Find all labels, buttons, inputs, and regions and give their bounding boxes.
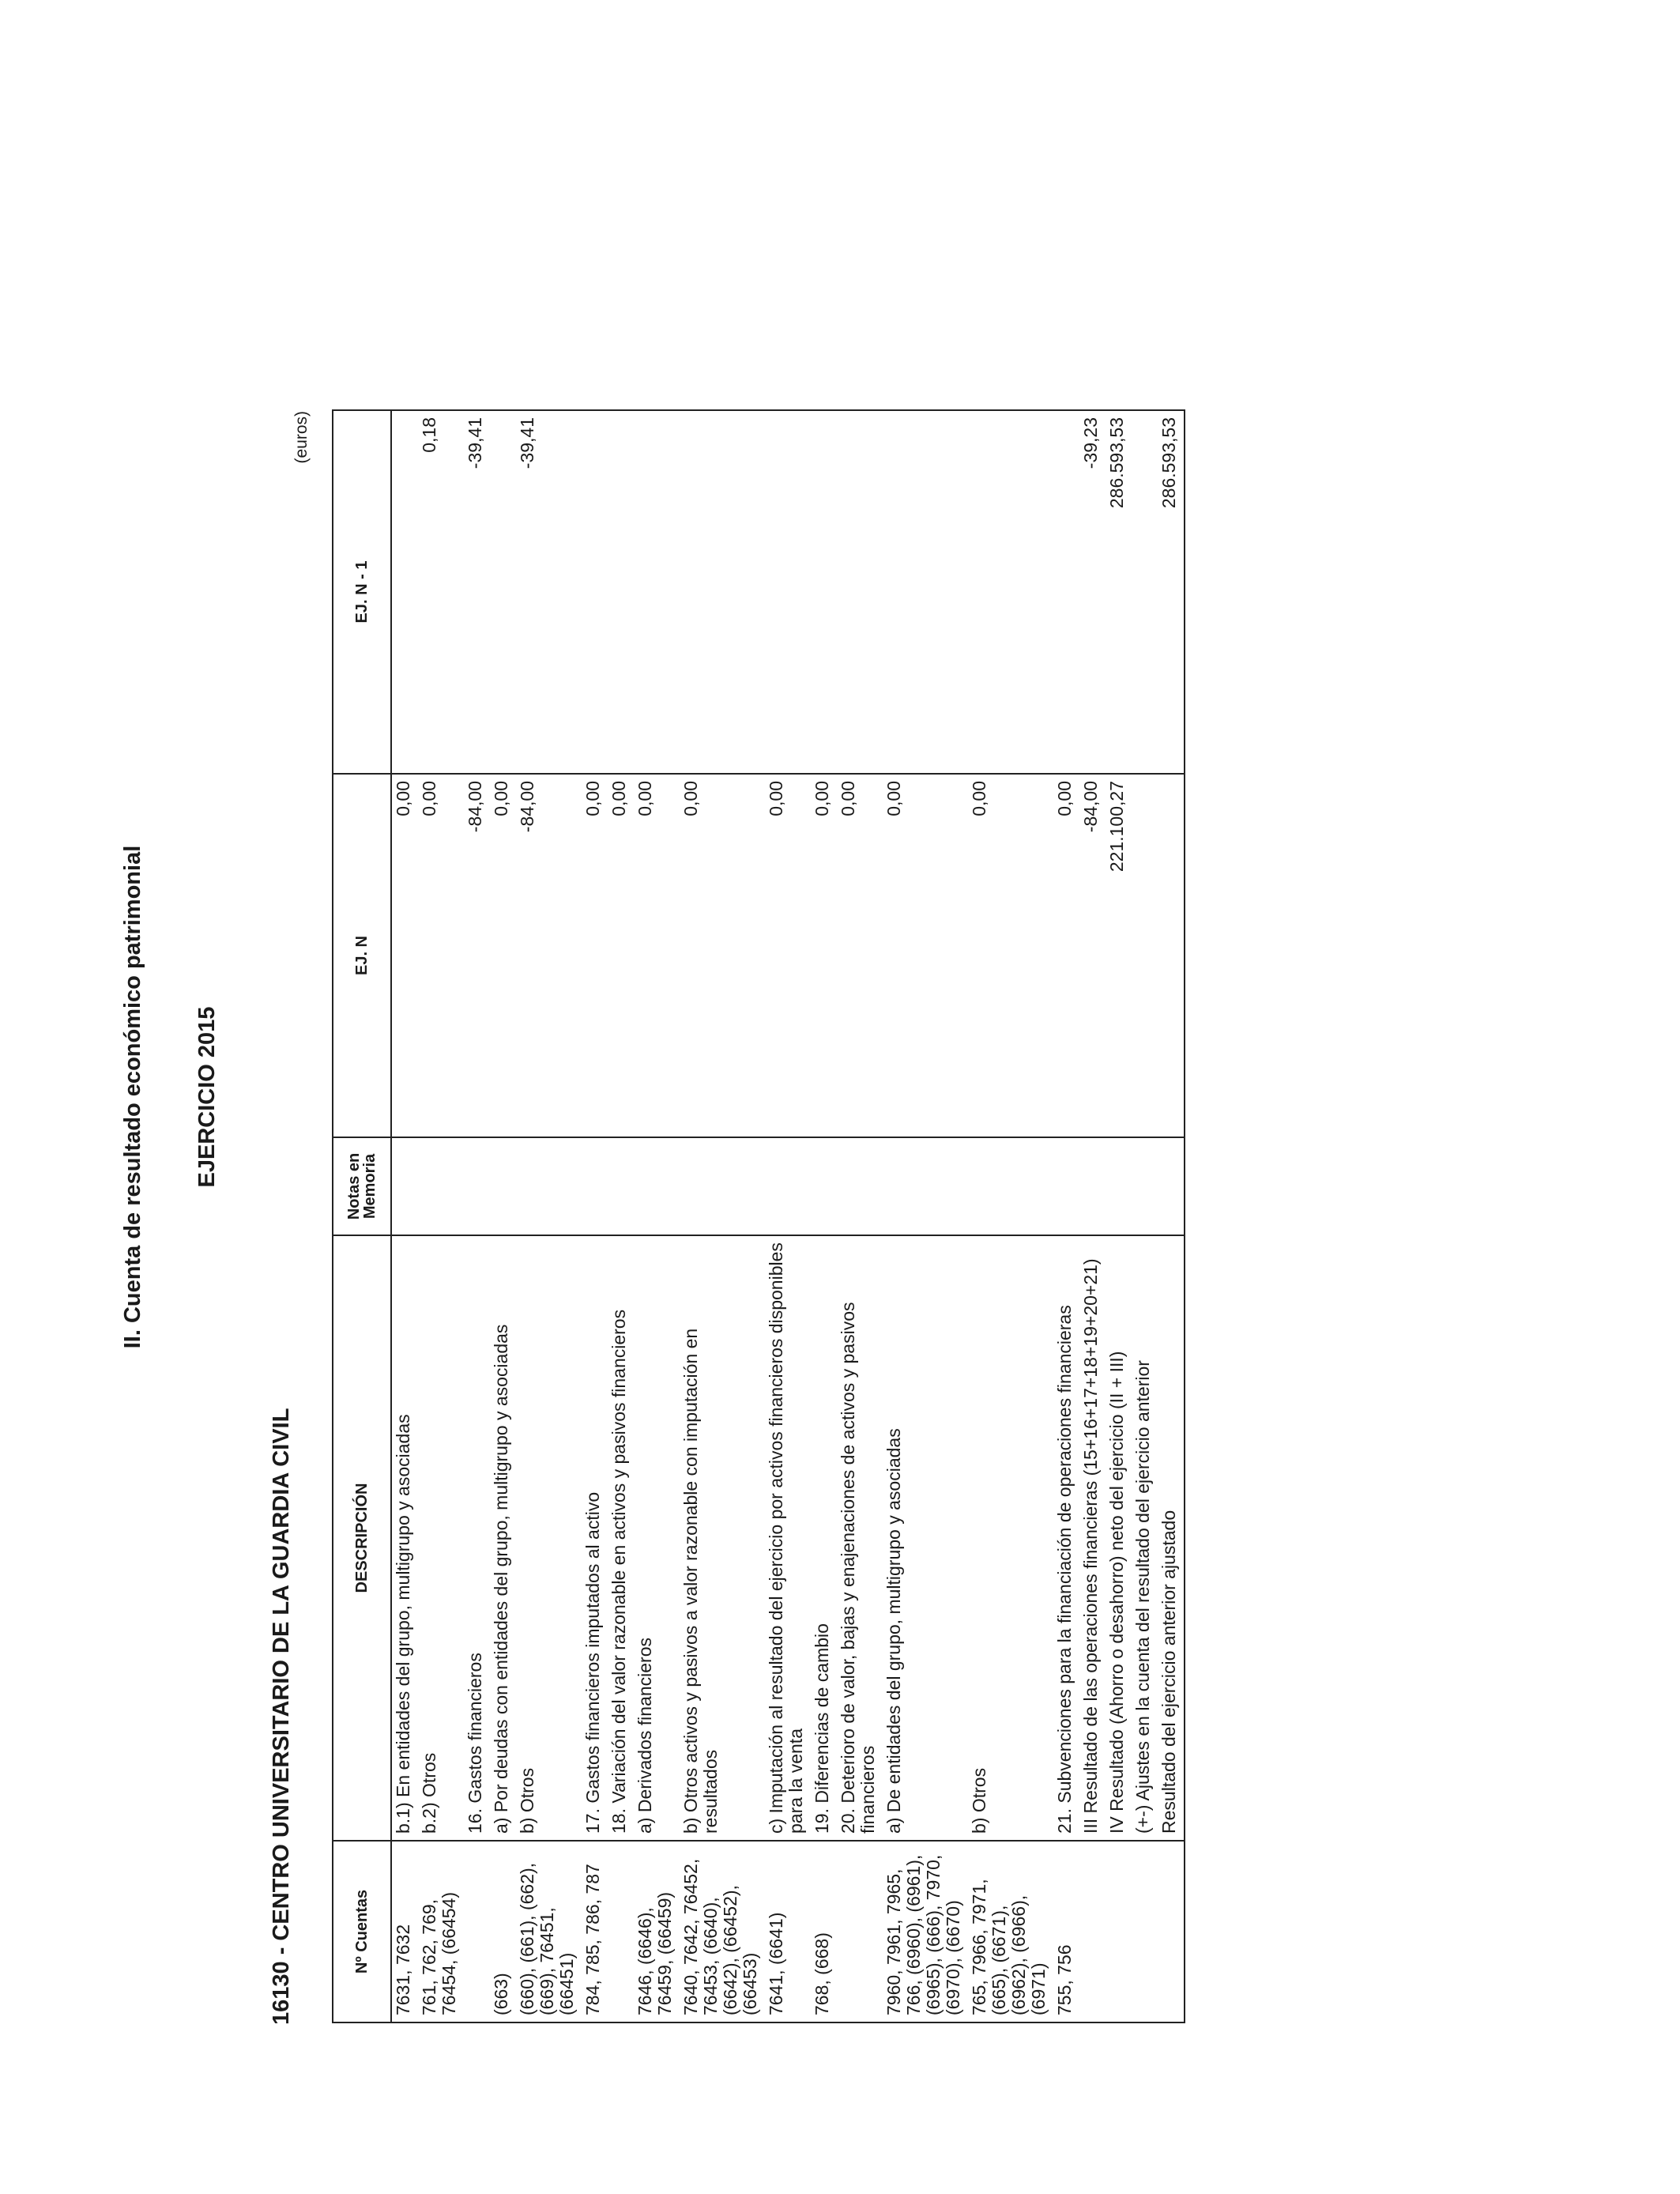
table-row — [418, 410, 464, 2022]
notes-cell — [1132, 1137, 1158, 1235]
current-year-value: 0,00 — [811, 774, 837, 1137]
table-row — [1132, 410, 1158, 2022]
account-numbers-cell: 768, (668) — [811, 1841, 837, 2022]
description-cell: Resultado del ejercicio anterior ajustado — [1158, 1235, 1185, 1841]
description-cell: a) De entidades del grupo, multigrupo y asociadas — [883, 1235, 968, 1841]
account-numbers-cell: 7646, (6646), 76459, (66459) — [634, 1841, 680, 2022]
account-numbers-cell — [1158, 1841, 1185, 2022]
notes-cell — [837, 1137, 883, 1235]
description-cell: b.1) En entidades del grupo, multigrupo y asociadas — [391, 1235, 418, 1841]
account-numbers-cell — [464, 1841, 490, 2022]
notes-cell — [582, 1137, 608, 1235]
current-year-value: 0,00 — [490, 774, 516, 1137]
notes-cell — [765, 1137, 811, 1235]
table-row — [968, 410, 1053, 2022]
current-year-value: 0,00 — [608, 774, 634, 1137]
current-year-value: 0,00 — [582, 774, 608, 1137]
table-row — [464, 410, 490, 2022]
notes-cell — [1106, 1137, 1132, 1235]
notes-cell — [608, 1137, 634, 1235]
table-row — [837, 410, 883, 2022]
table-row — [765, 410, 811, 2022]
table-row — [516, 410, 582, 2022]
entity-name: 16130 - CENTRO UNIVERSITARIO DE LA GUARDIA CIVIL — [269, 1408, 294, 2025]
description-cell: a) Derivados financieros — [634, 1235, 680, 1841]
notes-cell — [968, 1137, 1053, 1235]
previous-year-value — [883, 410, 968, 774]
header-previous-year: EJ. N - 1 — [333, 410, 391, 774]
previous-year-value — [968, 410, 1053, 774]
current-year-value: 0,00 — [765, 774, 811, 1137]
description-cell: b) Otros — [968, 1235, 1053, 1841]
previous-year-value — [811, 410, 837, 774]
table-row — [634, 410, 680, 2022]
table-row — [490, 410, 516, 2022]
previous-year-value — [1132, 410, 1158, 774]
description-cell: b.2) Otros — [418, 1235, 464, 1841]
previous-year-value — [765, 410, 811, 774]
table-row — [883, 410, 968, 2022]
table-row — [811, 410, 837, 2022]
account-numbers-cell: (663) — [490, 1841, 516, 2022]
account-numbers-cell — [1106, 1841, 1132, 2022]
current-year-value: 0,00 — [634, 774, 680, 1137]
description-cell: 17. Gastos financieros imputados al activo — [582, 1235, 608, 1841]
previous-year-value — [1053, 410, 1079, 774]
notes-cell — [634, 1137, 680, 1235]
previous-year-value: -39,23 — [1079, 410, 1106, 774]
header-current-year: EJ. N — [333, 774, 391, 1137]
current-year-value: 0,00 — [883, 774, 968, 1137]
description-cell: III Resultado de las operaciones financieras (15+16+17+18+19+20+21) — [1079, 1235, 1106, 1841]
account-numbers-cell: 7960, 7961, 7965, 766, (6960), (6961), (6965), (666), 7970, (6970), (6670) — [883, 1841, 968, 2022]
table-row — [582, 410, 608, 2022]
previous-year-value: -39,41 — [464, 410, 490, 774]
account-numbers-cell: 784, 785, 786, 787 — [582, 1841, 608, 2022]
account-numbers-cell: 7640, 7642, 76452, 76453, (6640), (6642), (66452), (66453) — [680, 1841, 765, 2022]
current-year-value: 0,00 — [391, 774, 418, 1137]
notes-cell — [811, 1137, 837, 1235]
current-year-value — [1132, 774, 1158, 1137]
notes-cell — [464, 1137, 490, 1235]
description-cell: 21. Subvenciones para la financiación de operaciones financieras — [1053, 1235, 1079, 1841]
previous-year-value: 286.593,53 — [1106, 410, 1132, 774]
previous-year-value — [680, 410, 765, 774]
description-cell: 20. Deterioro de valor, bajas y enajenaciones de activos y pasivos financieros — [837, 1235, 883, 1841]
account-numbers-cell — [608, 1841, 634, 2022]
account-numbers-cell: 755, 756 — [1053, 1841, 1079, 2022]
description-cell: a) Por deudas con entidades del grupo, multigrupo y asociadas — [490, 1235, 516, 1841]
account-numbers-cell — [837, 1841, 883, 2022]
previous-year-value — [608, 410, 634, 774]
table-row — [1106, 410, 1132, 2022]
header-description: DESCRIPCIÓN — [333, 1235, 391, 1841]
notes-cell — [490, 1137, 516, 1235]
current-year-value: 0,00 — [680, 774, 765, 1137]
fiscal-year-heading: EJERCICIO 2015 — [194, 1006, 220, 1188]
account-numbers-cell: 7631, 7632 — [391, 1841, 418, 2022]
current-year-value: 0,00 — [968, 774, 1053, 1137]
description-cell: c) Imputación al resultado del ejercicio por activos financieros disponibles para la venta — [765, 1235, 811, 1841]
notes-cell — [418, 1137, 464, 1235]
previous-year-value — [490, 410, 516, 774]
current-year-value: 0,00 — [1053, 774, 1079, 1137]
table-header-row — [333, 410, 391, 2022]
previous-year-value — [837, 410, 883, 774]
previous-year-value: 286.593,53 — [1158, 410, 1185, 774]
income-statement-table — [332, 409, 1185, 2023]
header-notes: Notas en Memoria — [333, 1137, 391, 1235]
header-accounts: Nº Cuentas — [333, 1841, 391, 2022]
current-year-value — [1158, 774, 1185, 1137]
current-year-value: -84,00 — [516, 774, 582, 1137]
previous-year-value — [634, 410, 680, 774]
current-year-value: 0,00 — [837, 774, 883, 1137]
description-cell: (+-) Ajustes en la cuenta del resultado del ejercicio anterior — [1132, 1235, 1158, 1841]
description-cell: 18. Variación del valor razonable en activos y pasivos financieros — [608, 1235, 634, 1841]
notes-cell — [1158, 1137, 1185, 1235]
current-year-value: -84,00 — [464, 774, 490, 1137]
table-body — [391, 410, 1185, 2022]
account-numbers-cell: 765, 7966, 7971, (665), (6671), (6962), (6966), (6971) — [968, 1841, 1053, 2022]
table-row — [680, 410, 765, 2022]
account-numbers-cell — [1132, 1841, 1158, 2022]
notes-cell — [391, 1137, 418, 1235]
currency-unit-label: (euros) — [292, 411, 311, 464]
description-cell: 16. Gastos financieros — [464, 1235, 490, 1841]
previous-year-value — [391, 410, 418, 774]
notes-cell — [516, 1137, 582, 1235]
document-title: II. Cuenta de resultado económico patrimonial — [120, 845, 145, 1349]
account-numbers-cell: 7641, (6641) — [765, 1841, 811, 2022]
notes-cell — [883, 1137, 968, 1235]
description-cell: b) Otros — [516, 1235, 582, 1841]
table-row — [1053, 410, 1079, 2022]
notes-cell — [680, 1137, 765, 1235]
description-cell: b) Otros activos y pasivos a valor razonable con imputación en resultados — [680, 1235, 765, 1841]
current-year-value: 221.100,27 — [1106, 774, 1132, 1137]
notes-cell — [1079, 1137, 1106, 1235]
current-year-value: -84,00 — [1079, 774, 1106, 1137]
previous-year-value: 0,18 — [418, 410, 464, 774]
account-numbers-cell: 761, 762, 769, 76454, (66454) — [418, 1841, 464, 2022]
description-cell: 19. Diferencias de cambio — [811, 1235, 837, 1841]
table-row — [1158, 410, 1185, 2022]
description-cell: IV Resultado (Ahorro o desahorro) neto del ejercicio (II + III) — [1106, 1235, 1132, 1841]
current-year-value: 0,00 — [418, 774, 464, 1137]
account-numbers-cell: (660), (661), (662), (669), 76451, (66451) — [516, 1841, 582, 2022]
notes-cell — [1053, 1137, 1079, 1235]
table-row — [608, 410, 634, 2022]
previous-year-value — [582, 410, 608, 774]
previous-year-value: -39,41 — [516, 410, 582, 774]
account-numbers-cell — [1079, 1841, 1106, 2022]
table-row — [391, 410, 418, 2022]
table-row — [1079, 410, 1106, 2022]
